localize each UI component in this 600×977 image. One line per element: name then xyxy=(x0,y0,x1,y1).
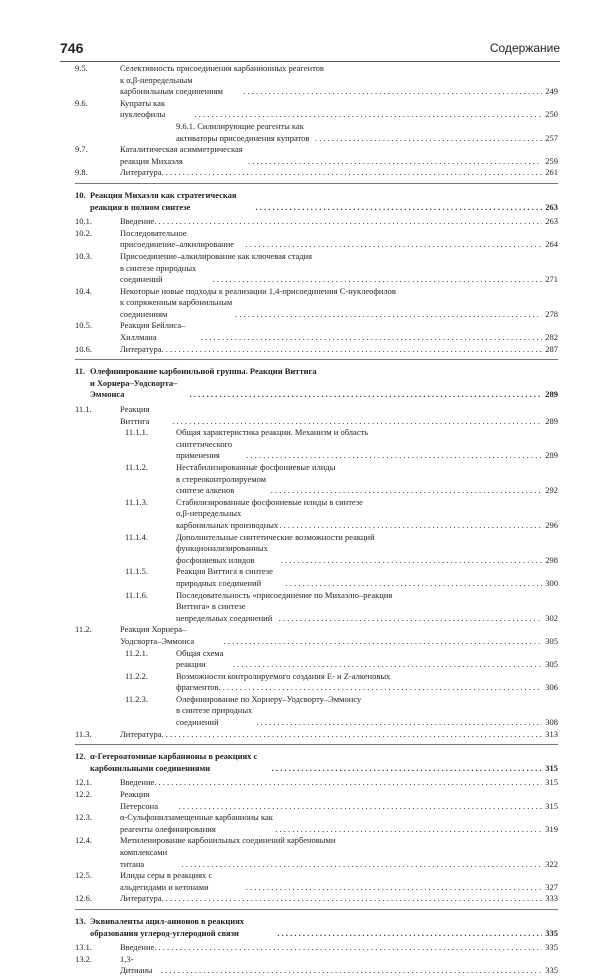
toc-title-cont: функционализированных фосфониевых илидов xyxy=(176,543,268,565)
toc-leader xyxy=(161,893,542,905)
toc-number: 11.2. xyxy=(75,624,92,635)
toc-page: 263 xyxy=(545,201,558,212)
toc-page: 315 xyxy=(545,800,558,811)
toc-page: 261 xyxy=(545,167,558,178)
toc-page: 263 xyxy=(545,216,558,227)
toc-page: 302 xyxy=(545,612,558,623)
section-divider xyxy=(75,909,558,910)
toc-page: 278 xyxy=(545,308,558,319)
toc-number: 10.3. xyxy=(75,250,92,261)
toc-leader xyxy=(279,613,543,625)
toc-title: Присоединение–алкилирование как ключевая стадия xyxy=(120,250,313,261)
toc-leader xyxy=(218,682,542,694)
toc-chapter[interactable] xyxy=(75,751,558,774)
toc-number: 11.2.3. xyxy=(125,693,149,704)
table-of-contents xyxy=(75,63,558,977)
toc-leader xyxy=(243,86,542,98)
toc-entry[interactable] xyxy=(75,648,558,671)
toc-title: Литература xyxy=(120,167,162,178)
toc-title-cont: в синтезе природных соединений xyxy=(176,705,253,728)
section-divider xyxy=(75,183,558,184)
toc-number: 11.1.3. xyxy=(125,496,149,507)
toc-entry[interactable] xyxy=(75,462,558,497)
toc-leader xyxy=(213,274,543,286)
toc-title: Реакция Бейлиса–Хиллмана xyxy=(120,320,186,343)
toc-leader xyxy=(154,777,542,789)
toc-page: 300 xyxy=(545,577,558,588)
toc-title-cont: α,β-непредельных карбонильных производных xyxy=(176,508,279,530)
toc-title: Реакция Петерсона xyxy=(120,789,158,811)
toc-page: 289 xyxy=(545,415,558,426)
toc-title-cont: синтетического применения xyxy=(176,438,233,461)
toc-page: 333 xyxy=(545,893,558,904)
toc-leader xyxy=(195,109,543,121)
toc-number: 11.3. xyxy=(75,728,92,739)
toc-title-cont: и Хорнера–Уодсворта–Эммонса xyxy=(90,377,178,400)
toc-leader xyxy=(279,520,542,532)
toc-title: Дополнительные синтетические возможности реакций xyxy=(176,531,375,542)
toc-title: Олефинирование по Хорнеру–Уодсворту–Эммонсу xyxy=(176,693,362,704)
toc-title: Каталитическая асимметрическая реакция Михаэля xyxy=(120,144,243,166)
toc-number: 11.1.2. xyxy=(125,462,149,472)
toc-number: 11.1. xyxy=(75,404,92,415)
toc-page: 249 xyxy=(545,86,558,97)
toc-title: Введение xyxy=(120,777,155,788)
toc-entry[interactable] xyxy=(75,729,558,741)
toc-title: Илиды серы в реакциях с альдегидами и кетонами xyxy=(120,870,213,892)
toc-number: 10.6. xyxy=(75,343,92,354)
toc-page: 271 xyxy=(545,274,558,285)
toc-leader xyxy=(275,824,542,836)
toc-entry[interactable] xyxy=(75,144,558,167)
toc-entry[interactable] xyxy=(75,251,558,286)
toc-page: 335 xyxy=(545,942,558,953)
toc-title: Литература xyxy=(120,343,162,354)
toc-page: 335 xyxy=(545,965,558,976)
toc-leader xyxy=(271,485,543,497)
toc-entry[interactable] xyxy=(75,216,558,228)
toc-entry[interactable] xyxy=(75,532,558,567)
toc-number: 13. xyxy=(75,915,86,926)
toc-title: Литература xyxy=(120,728,162,739)
toc-number: 11.1.1. xyxy=(125,427,149,438)
toc-page: 335 xyxy=(545,927,558,938)
toc-number: 12.6. xyxy=(75,893,92,904)
toc-page: 259 xyxy=(545,155,558,166)
toc-page: 319 xyxy=(545,823,558,834)
toc-title: Реакция Михаэля как стратегическая реакция в полном синтезе xyxy=(90,189,237,212)
toc-leader xyxy=(190,389,543,401)
page-number: 746 xyxy=(60,40,84,56)
toc-entry[interactable] xyxy=(75,497,558,532)
toc-leader xyxy=(246,450,542,462)
toc-title-cont: Виттига» в синтезе непредельных соединений xyxy=(176,601,273,623)
section-divider xyxy=(75,359,558,360)
toc-title: Общая характеристика реакции. Механизм и область xyxy=(176,427,369,438)
toc-entry[interactable] xyxy=(75,320,558,343)
toc-title-cont: к сопряженным карбонильным соединениям xyxy=(120,297,233,319)
toc-page: 327 xyxy=(545,881,558,892)
toc-leader xyxy=(233,659,542,671)
toc-number: 11.1.5. xyxy=(125,566,149,577)
toc-entry[interactable] xyxy=(75,789,558,812)
toc-page: 305 xyxy=(545,635,558,646)
toc-page: 250 xyxy=(545,109,558,120)
toc-leader xyxy=(256,717,542,729)
toc-entry[interactable] xyxy=(75,286,558,321)
toc-leader xyxy=(172,416,542,428)
toc-chapter[interactable] xyxy=(75,366,558,401)
toc-leader xyxy=(235,309,542,321)
toc-page: 305 xyxy=(545,659,558,670)
toc-entry[interactable] xyxy=(75,954,558,977)
toc-chapter[interactable] xyxy=(75,190,558,213)
toc-leader xyxy=(315,133,542,145)
toc-entry[interactable] xyxy=(75,98,558,121)
toc-entry[interactable] xyxy=(75,893,558,905)
toc-title: Нестабилизированные фосфониевые илиды xyxy=(176,462,336,472)
toc-page: 308 xyxy=(545,717,558,728)
toc-entry[interactable] xyxy=(75,63,558,98)
toc-title-cont: к α,β-непредельным карбонильным соединениям xyxy=(120,74,223,97)
toc-title: Последовательное присоединение–алкилирование xyxy=(120,227,235,250)
toc-page: 315 xyxy=(545,762,558,773)
toc-number: 9.8. xyxy=(75,167,88,178)
toc-title: Введение xyxy=(120,216,155,227)
toc-leader xyxy=(154,216,542,228)
toc-leader xyxy=(161,729,542,741)
toc-entry[interactable] xyxy=(75,167,558,179)
toc-entry[interactable] xyxy=(75,694,558,729)
toc-leader xyxy=(224,636,543,648)
section-divider xyxy=(75,744,558,745)
toc-number: 11.1.4. xyxy=(125,531,149,542)
toc-page: 292 xyxy=(545,485,558,496)
toc-number: 10.5. xyxy=(75,320,92,331)
toc-entry[interactable] xyxy=(75,228,558,251)
toc-entry[interactable] xyxy=(75,404,558,427)
toc-number: 9.7. xyxy=(75,144,88,155)
toc-number: 9.5. xyxy=(75,63,88,73)
toc-number: 12. xyxy=(75,751,86,762)
toc-title: Последовательность «присоединение по Михаэлю–реакция xyxy=(176,589,393,600)
toc-title: α-Сульфонилзамещенные карбанионы как реагенты олефинирования xyxy=(120,812,273,834)
toc-title-cont: фрагментов xyxy=(176,682,219,693)
toc-leader xyxy=(281,555,543,567)
toc-number: 12.5. xyxy=(75,870,92,881)
toc-title: Литература xyxy=(120,893,162,904)
toc-page: 264 xyxy=(545,239,558,250)
toc-number: 11.2.1. xyxy=(125,647,149,658)
toc-entry[interactable] xyxy=(75,671,558,694)
toc-number: 13.1. xyxy=(75,942,92,953)
toc-title: Введение xyxy=(120,942,155,953)
header-rule xyxy=(60,61,560,62)
toc-page: 313 xyxy=(545,728,558,739)
toc-number: 10.4. xyxy=(75,285,92,296)
toc-page: 315 xyxy=(545,777,558,788)
toc-leader xyxy=(201,332,542,344)
toc-title: Реакция Виттига xyxy=(120,404,150,426)
toc-leader xyxy=(161,167,542,179)
toc-leader xyxy=(179,801,543,813)
toc-entry[interactable] xyxy=(75,812,558,835)
toc-number: 11. xyxy=(75,366,86,377)
toc-leader xyxy=(154,942,542,954)
toc-title: Селективность присоединения карбанионных реагентов xyxy=(120,63,324,73)
toc-title: 9.6.1. Силилирующие реагенты как активаторы присоединения купратов xyxy=(176,120,310,143)
toc-page: 282 xyxy=(545,332,558,343)
toc-title: α-Гетероатомные карбанионы в реакциях с карбонильными соединениями xyxy=(90,751,258,773)
toc-leader xyxy=(161,344,542,356)
toc-leader xyxy=(272,763,543,775)
toc-title: Олефинирование карбонильной группы. Реакции Виттига xyxy=(90,366,317,377)
toc-title: Реакция Хорнера–Уодсворта–Эммонса xyxy=(120,624,195,646)
toc-entry[interactable] xyxy=(75,344,558,356)
toc-page: 298 xyxy=(545,554,558,565)
toc-page: 322 xyxy=(545,858,558,869)
toc-page: 287 xyxy=(545,343,558,354)
toc-number: 9.6. xyxy=(75,97,88,108)
page-header xyxy=(60,40,560,60)
toc-number: 12.1. xyxy=(75,777,92,788)
toc-page: 296 xyxy=(545,519,558,530)
toc-title: 1,3-Дитианы xyxy=(120,953,153,976)
toc-leader xyxy=(161,965,542,977)
toc-number: 13.2. xyxy=(75,953,92,964)
toc-leader xyxy=(255,202,542,214)
toc-title: Стабилизированные фосфониевые илиды в синтезе xyxy=(176,496,363,507)
toc-title-cont: в синтезе природных соединений xyxy=(120,262,197,285)
toc-title: Возможности контролируемого создания E- и Z-алкеновых xyxy=(176,670,391,681)
toc-leader xyxy=(182,859,543,871)
toc-leader xyxy=(246,882,542,894)
toc-number: 12.2. xyxy=(75,789,92,800)
toc-chapter[interactable] xyxy=(75,916,558,939)
toc-number: 12.4. xyxy=(75,835,92,846)
toc-page: 257 xyxy=(545,132,558,143)
toc-page: 306 xyxy=(545,682,558,693)
toc-entry[interactable] xyxy=(75,427,558,462)
toc-number: 10. xyxy=(75,189,86,200)
toc-entry[interactable] xyxy=(75,121,558,144)
toc-number: 10.1. xyxy=(75,216,92,227)
toc-title-cont: в стереоконтролируемом синтезе алкенов xyxy=(176,473,267,496)
toc-entry[interactable] xyxy=(75,624,558,647)
toc-number: 11.2.2. xyxy=(125,670,149,681)
toc-number: 10.2. xyxy=(75,227,92,238)
toc-number: 12.3. xyxy=(75,812,92,823)
toc-title: Купраты как нуклеофилы xyxy=(120,97,166,120)
toc-entry[interactable] xyxy=(75,942,558,954)
toc-page: 289 xyxy=(545,389,558,400)
toc-entry[interactable] xyxy=(75,777,558,789)
toc-page: 289 xyxy=(545,450,558,461)
toc-number: 11.1.6. xyxy=(125,589,149,600)
toc-leader xyxy=(248,156,542,168)
running-title: Содержание xyxy=(489,41,560,55)
toc-title: Общая схема реакции xyxy=(176,647,224,670)
toc-leader xyxy=(246,239,543,251)
toc-entry[interactable] xyxy=(75,566,558,589)
toc-leader xyxy=(286,578,543,590)
toc-title: Метиленирование карбонильных соединений карбеновыми xyxy=(120,835,336,846)
toc-entry[interactable] xyxy=(75,590,558,625)
toc-leader xyxy=(277,928,542,940)
toc-title: Реакция Виттига в синтезе природных соединений xyxy=(176,566,273,588)
toc-title: Некоторые новые подходы к реализации 1,4-присоединения С-нуклеофилов xyxy=(120,285,396,296)
toc-entry[interactable] xyxy=(75,870,558,893)
toc-title-cont: комплексами титана xyxy=(120,847,168,869)
toc-title: Эквиваленты ацил-анионов в реакциях образования углерод-углеродной связи xyxy=(90,915,245,938)
toc-entry[interactable] xyxy=(75,835,558,870)
